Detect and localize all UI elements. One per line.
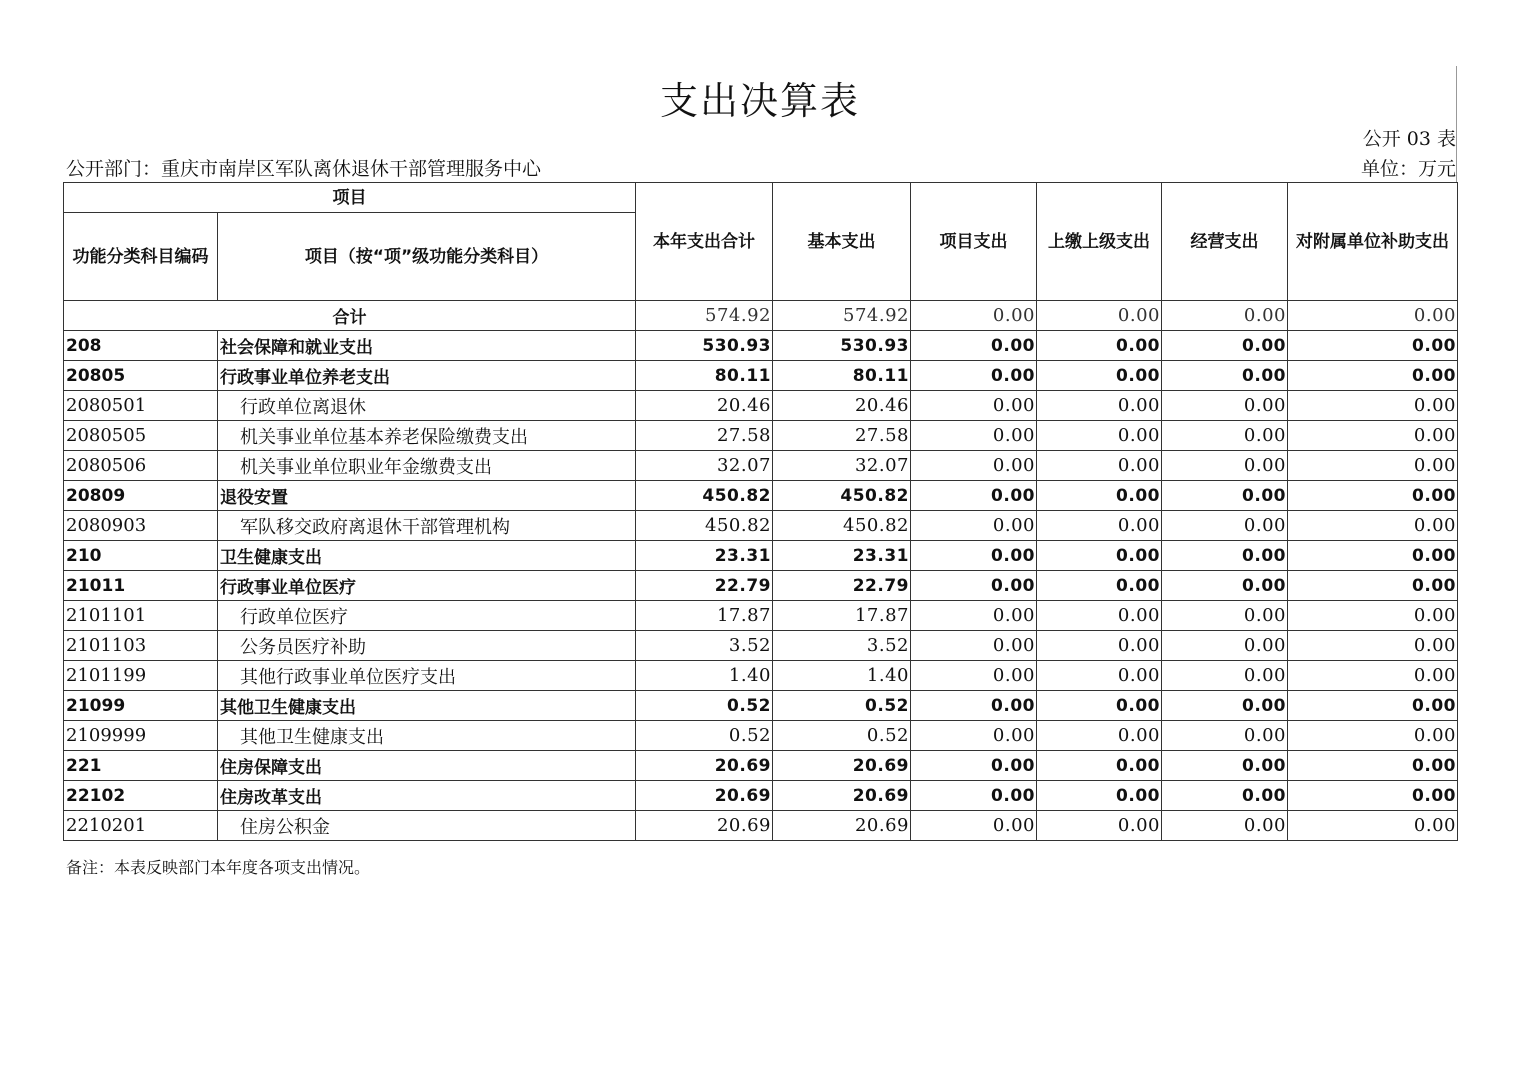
row-value: 20.46: [773, 391, 911, 421]
row-value: 0.00: [1037, 571, 1162, 601]
table-row: [64, 751, 1458, 781]
table-row: [64, 451, 1458, 481]
row-value: 0.00: [1162, 571, 1288, 601]
row-value: 0.00: [1162, 391, 1288, 421]
row-name: 军队移交政府离退休干部管理机构: [218, 511, 636, 541]
row-value: 80.11: [773, 361, 911, 391]
row-code: 2210201: [64, 811, 218, 841]
row-value: 530.93: [773, 331, 911, 361]
row-name: 其他行政事业单位医疗支出: [218, 661, 636, 691]
row-code: 21011: [64, 571, 218, 601]
table-row: [64, 601, 1458, 631]
row-value: 450.82: [773, 481, 911, 511]
row-value: 450.82: [636, 511, 773, 541]
row-value: 0.00: [1037, 451, 1162, 481]
row-value: 0.00: [911, 421, 1037, 451]
row-value: 0.00: [1162, 781, 1288, 811]
row-value: 0.00: [1288, 661, 1458, 691]
row-code: 2080506: [64, 451, 218, 481]
row-value: 0.00: [1037, 601, 1162, 631]
row-value: 0.00: [1037, 541, 1162, 571]
row-value: 0.00: [1288, 541, 1458, 571]
row-value: 1.40: [636, 661, 773, 691]
row-code: 20809: [64, 481, 218, 511]
row-value: 23.31: [636, 541, 773, 571]
row-value: 0.00: [1288, 691, 1458, 721]
expenditure-table: [63, 182, 1458, 841]
row-value: 0.00: [1288, 721, 1458, 751]
table-row: [64, 541, 1458, 571]
row-value: 0.00: [1037, 361, 1162, 391]
row-value: 0.00: [1288, 391, 1458, 421]
row-name: 行政单位离退休: [218, 391, 636, 421]
row-value: 0.00: [1037, 721, 1162, 751]
row-value: 0.00: [1162, 601, 1288, 631]
table-row: [64, 721, 1458, 751]
total-cell: 0.00: [911, 301, 1037, 331]
header-basic: 基本支出: [773, 183, 911, 301]
page-title: 支出决算表: [659, 79, 860, 123]
row-code: 2101101: [64, 601, 218, 631]
row-value: 0.00: [1037, 481, 1162, 511]
row-name: 其他卫生健康支出: [218, 691, 636, 721]
row-value: 0.00: [1288, 811, 1458, 841]
row-name: 卫生健康支出: [218, 541, 636, 571]
row-value: 17.87: [636, 601, 773, 631]
row-value: 20.69: [773, 781, 911, 811]
row-value: 0.00: [1288, 751, 1458, 781]
row-code: 208: [64, 331, 218, 361]
row-value: 17.87: [773, 601, 911, 631]
row-name: 机关事业单位职业年金缴费支出: [218, 451, 636, 481]
row-value: 0.00: [911, 691, 1037, 721]
row-value: 0.00: [1288, 511, 1458, 541]
row-value: 20.69: [636, 751, 773, 781]
row-value: 530.93: [636, 331, 773, 361]
table-row: [64, 661, 1458, 691]
row-value: 0.00: [1162, 811, 1288, 841]
row-value: 0.00: [911, 721, 1037, 751]
department-label: 公开部门：重庆市南岸区军队离休退休干部管理服务中心: [66, 158, 542, 180]
row-value: 0.00: [911, 331, 1037, 361]
row-value: 0.00: [1162, 661, 1288, 691]
header-upper: 上缴上级支出: [1037, 183, 1162, 301]
row-name: 社会保障和就业支出: [218, 331, 636, 361]
row-value: 20.69: [636, 811, 773, 841]
row-value: 0.00: [1162, 481, 1288, 511]
row-value: 0.00: [911, 451, 1037, 481]
row-value: 0.00: [1037, 421, 1162, 451]
row-value: 0.52: [636, 691, 773, 721]
row-name: 公务员医疗补助: [218, 631, 636, 661]
total-cell: 0.00: [1288, 301, 1458, 331]
header-project: 项目支出: [911, 183, 1037, 301]
table-row: [64, 421, 1458, 451]
table-row: [64, 511, 1458, 541]
row-code: 2080903: [64, 511, 218, 541]
row-value: 450.82: [636, 481, 773, 511]
row-value: 0.00: [1162, 721, 1288, 751]
total-label: 合计: [64, 301, 636, 331]
table-body: [64, 301, 1458, 841]
total-row: [64, 301, 1458, 331]
row-value: 450.82: [773, 511, 911, 541]
table-row: [64, 631, 1458, 661]
table-row: [64, 331, 1458, 361]
row-name: 住房保障支出: [218, 751, 636, 781]
row-code: 2101103: [64, 631, 218, 661]
table-row: [64, 691, 1458, 721]
row-value: 0.52: [773, 691, 911, 721]
footnote: 备注：本表反映部门本年度各项支出情况。: [66, 858, 371, 877]
row-name: 住房公积金: [218, 811, 636, 841]
unit-label: 单位：万元: [1360, 158, 1456, 180]
row-value: 3.52: [636, 631, 773, 661]
header-name: 项目（按“项”级功能分类科目）: [218, 213, 636, 301]
total-cell: 0.00: [1162, 301, 1288, 331]
table-row: [64, 811, 1458, 841]
row-code: 221: [64, 751, 218, 781]
header-code: 功能分类科目编码: [64, 213, 218, 301]
row-value: 1.40: [773, 661, 911, 691]
row-value: 0.00: [1037, 811, 1162, 841]
row-value: 0.00: [1162, 691, 1288, 721]
row-value: 22.79: [773, 571, 911, 601]
header-subsidy: 对附属单位补助支出: [1288, 183, 1458, 301]
row-value: 0.00: [1037, 691, 1162, 721]
row-value: 0.00: [1162, 541, 1288, 571]
row-value: 0.00: [911, 751, 1037, 781]
row-code: 21099: [64, 691, 218, 721]
table-row: [64, 481, 1458, 511]
row-code: 2080505: [64, 421, 218, 451]
row-value: 0.00: [911, 391, 1037, 421]
row-value: 80.11: [636, 361, 773, 391]
row-value: 0.00: [1288, 781, 1458, 811]
row-value: 0.00: [911, 541, 1037, 571]
table-row: [64, 571, 1458, 601]
form-number: 公开 03 表: [1362, 128, 1456, 150]
row-value: 0.00: [911, 361, 1037, 391]
row-name: 行政事业单位医疗: [218, 571, 636, 601]
row-value: 0.00: [1162, 421, 1288, 451]
row-value: 32.07: [636, 451, 773, 481]
row-name: 机关事业单位基本养老保险缴费支出: [218, 421, 636, 451]
row-value: 0.00: [1162, 331, 1288, 361]
row-code: 210: [64, 541, 218, 571]
row-name: 其他卫生健康支出: [218, 721, 636, 751]
row-value: 0.00: [1288, 631, 1458, 661]
total-cell: 574.92: [636, 301, 773, 331]
row-value: 27.58: [636, 421, 773, 451]
row-value: 0.00: [1037, 631, 1162, 661]
row-value: 0.00: [911, 781, 1037, 811]
row-value: 0.00: [1162, 361, 1288, 391]
row-value: 20.69: [773, 811, 911, 841]
row-value: 0.00: [1162, 451, 1288, 481]
row-name: 退役安置: [218, 481, 636, 511]
row-code: 20805: [64, 361, 218, 391]
header-business: 经营支出: [1162, 183, 1288, 301]
row-value: 32.07: [773, 451, 911, 481]
row-value: 0.00: [1288, 421, 1458, 451]
row-value: 0.00: [911, 511, 1037, 541]
row-name: 住房改革支出: [218, 781, 636, 811]
row-value: 0.00: [1037, 661, 1162, 691]
row-value: 0.00: [911, 481, 1037, 511]
table-row: [64, 361, 1458, 391]
row-value: 0.00: [1288, 481, 1458, 511]
row-value: 0.00: [1162, 511, 1288, 541]
total-cell: 574.92: [773, 301, 911, 331]
header-total: 本年支出合计: [636, 183, 773, 301]
row-value: 0.00: [1037, 331, 1162, 361]
row-value: 0.00: [911, 571, 1037, 601]
row-value: 0.00: [1288, 361, 1458, 391]
row-value: 0.52: [773, 721, 911, 751]
row-value: 20.69: [636, 781, 773, 811]
row-code: 22102: [64, 781, 218, 811]
table-row: [64, 391, 1458, 421]
row-value: 27.58: [773, 421, 911, 451]
row-code: 2101199: [64, 661, 218, 691]
row-value: 23.31: [773, 541, 911, 571]
row-value: 0.00: [1037, 391, 1162, 421]
row-value: 3.52: [773, 631, 911, 661]
row-value: 0.00: [1288, 571, 1458, 601]
table-row: [64, 781, 1458, 811]
row-value: 22.79: [636, 571, 773, 601]
header-item-group: 项目: [64, 183, 636, 213]
row-value: 20.69: [773, 751, 911, 781]
row-value: 0.00: [1037, 751, 1162, 781]
row-value: 0.00: [1037, 781, 1162, 811]
row-value: 0.00: [911, 661, 1037, 691]
row-value: 0.00: [911, 811, 1037, 841]
row-name: 行政事业单位养老支出: [218, 361, 636, 391]
row-value: 0.00: [1162, 631, 1288, 661]
row-code: 2109999: [64, 721, 218, 751]
row-value: 0.00: [911, 601, 1037, 631]
row-value: 0.52: [636, 721, 773, 751]
row-value: 0.00: [1162, 751, 1288, 781]
row-value: 0.00: [1288, 601, 1458, 631]
row-code: 2080501: [64, 391, 218, 421]
row-name: 行政单位医疗: [218, 601, 636, 631]
row-value: 0.00: [1288, 451, 1458, 481]
total-cell: 0.00: [1037, 301, 1162, 331]
row-value: 0.00: [1037, 511, 1162, 541]
row-value: 20.46: [636, 391, 773, 421]
row-value: 0.00: [1288, 331, 1458, 361]
row-value: 0.00: [911, 631, 1037, 661]
